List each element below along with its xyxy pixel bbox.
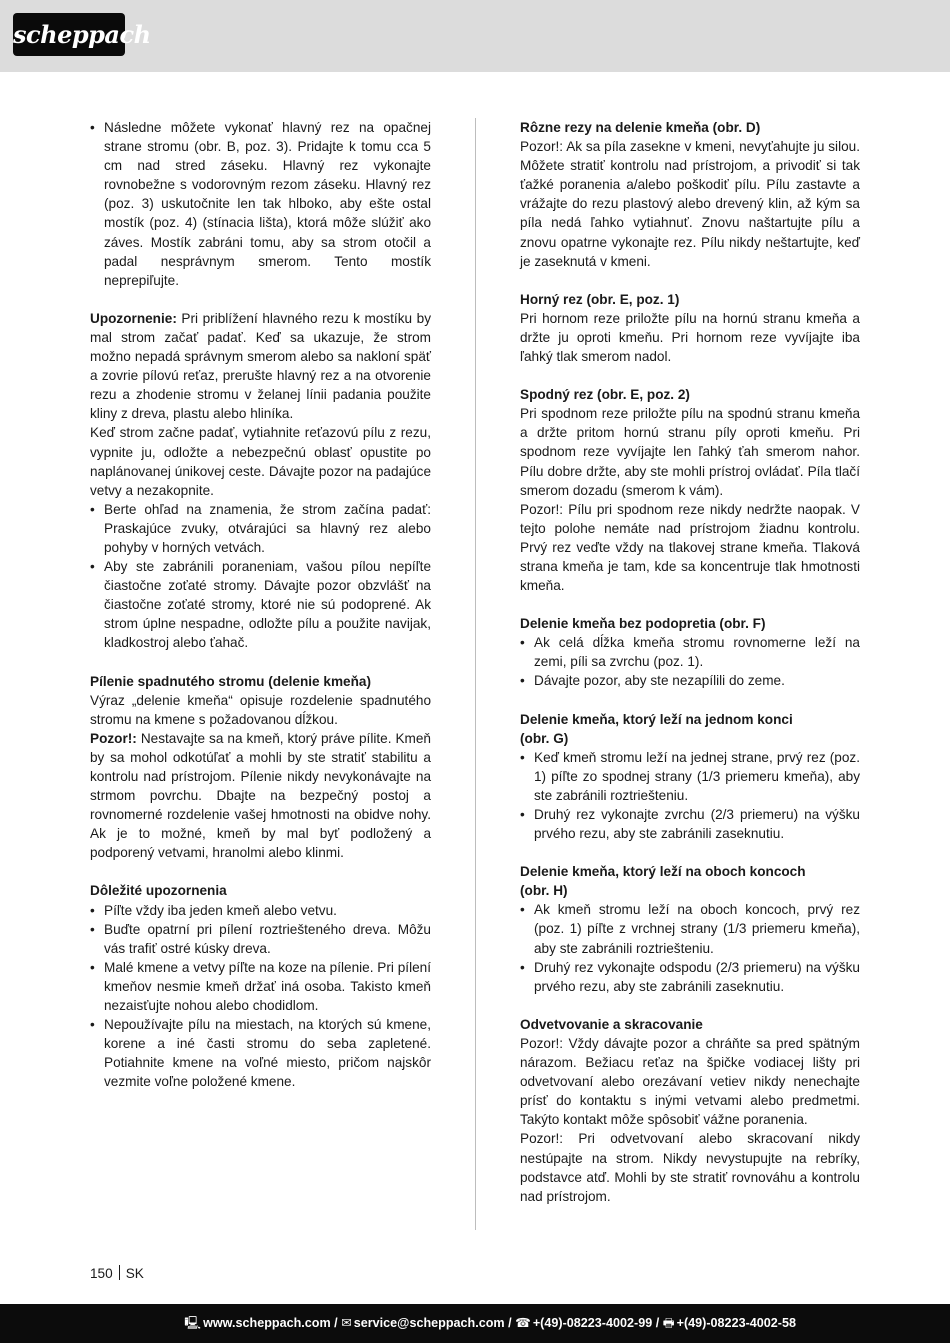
footer-email-link[interactable]: service@scheppach.com bbox=[353, 1316, 505, 1330]
page-number-value: 150 bbox=[90, 1266, 113, 1281]
list-item: • Dávajte pozor, aby ste nezapílili do zeme. bbox=[520, 671, 860, 690]
list-item: • Následne môžete vykonať hlavný rez na opačnej strane stromu (obr. B, poz. 3). Pridajte k tomu cca 5 cm nad stred záseku. Hlavný rez vykonajte rovnobežne s vodorovným rezom záseku. Hlavný rez (poz. 3) uskutočnite len tak hlboko, aby ešte ostal mostík (poz. 4) (stínacia lišta), ktorá môže slúžiť ako záves. Mostík zabráni tomu, aby sa strom otočil a padal nesprávnym smerom. Tento mostík neprepiľujte. bbox=[90, 118, 431, 290]
warning-text: Pri priblížení hlavného rezu k mostíku by mal strom začať padať. Keď sa ukazuje, že strom možno nepadá správnym smerom alebo sa nakloní späť a zovrie pílovú reťaz, prerušte hlavný rez a na otvorenie rezu a zhodenie stromu v želanej línii padania použite kliny z dreva, plastu alebo hliníka. bbox=[90, 310, 431, 422]
section-heading: Delenie kmeňa bez podopretia (obr. F) bbox=[520, 616, 766, 632]
warning-paragraph bbox=[90, 309, 431, 424]
caution-paragraph bbox=[90, 729, 431, 863]
bullet-list bbox=[520, 633, 860, 690]
footer-separator: / bbox=[504, 1316, 516, 1330]
bullet-list bbox=[520, 900, 860, 995]
computer-icon: 🖳 bbox=[184, 1316, 202, 1330]
paragraph: Pozor!: Pri odvetvovaní alebo skracovaní nikdy nestúpajte na strom. Nikdy nevystupujte na rebríky, podstavce atď. Mohli by ste stratiť rovnováhu a kontrolu nad prístrojom. bbox=[520, 1131, 860, 1204]
fax-icon: 🖶 bbox=[662, 1316, 675, 1330]
paragraph: Výraz „delenie kmeňa“ opisuje rozdelenie spadnutého stromu na kmene s požadovanou dĺžkou. bbox=[90, 692, 431, 727]
paragraph: Pri hornom reze priložte pílu na hornú stranu kmeňa a držte ju oproti kmeňu. Pri hornom reze vyvíjajte iba ľahký tlak smerom nadol. bbox=[520, 310, 860, 365]
list-item: • Berte ohľad na znamenia, že strom začína padať: Praskajúce zvuky, otvárajúci sa hlavný rez alebo pohyby v horných vetvách. bbox=[90, 500, 431, 557]
phone-icon: ☎ bbox=[515, 1316, 531, 1330]
bullet-list bbox=[90, 500, 431, 653]
header-band bbox=[0, 0, 950, 72]
scheppach-logo: scheppach bbox=[13, 13, 125, 56]
warning-label: Upozornenie: bbox=[90, 310, 177, 326]
section-heading: Spodný rez (obr. E, poz. 2) bbox=[520, 387, 690, 403]
list-item: • Píľte vždy iba jeden kmeň alebo vetvu. bbox=[90, 901, 431, 920]
page-number bbox=[90, 1264, 144, 1283]
section-heading: Delenie kmeňa, ktorý leží na oboch koncoch bbox=[520, 864, 806, 880]
bullet-list bbox=[520, 748, 860, 843]
paragraph: Pozor!: Pílu pri spodnom reze nikdy nedržte naopak. V tejto polohe nemáte nad prístrojom žiadnu kontrolu. Prvý rez veďte vždy na tlakovej strane kmeňa. Tlaková strana kmeňa je tam, kde sa koncentruje tlak hmotnosti kmeňa. bbox=[520, 501, 860, 594]
paragraph: Pozor!: Ak sa píla zasekne v kmeni, nevyťahujte ju silou. Môžete stratiť kontrolu nad prístrojom, a privodiť si tak ťažké poranenia a/alebo poškodiť pílu. Pílu zastavte a vrážajte do rezu plastový alebo drevený klin, až kým sa píla nedá ľahko vytiahnuť. Znovu naštartujte pílu a znovu opatrne vykonajte rez. Pílu nikdy neštartujte, keď je zaseknutá v kmeni. bbox=[520, 139, 860, 269]
list-item: • Aby ste zabránili poraneniam, vašou pílou nepíľte čiastočne zoťaté stromy. Dávajte pozor obzvlášť na čiastočne zoťaté stromy, ktoré nie sú podoprené. Ak strom úplne nespadne, odložte pílu a použite navijak, kladkostroj alebo ťahač. bbox=[90, 557, 431, 652]
footer-fax: +(49)-08223-4002-58 bbox=[676, 1316, 796, 1330]
list-item: • Buďte opatrní pri pílení roztriešteného dreva. Môžu vás trafiť ostré kúsky dreva. bbox=[90, 920, 431, 958]
language-code: SK bbox=[125, 1266, 144, 1281]
bullet-list bbox=[90, 901, 431, 1092]
list-item: • Ak celá dĺžka kmeňa stromu rovnomerne leží na zemi, píli sa zvrchu (poz. 1). bbox=[520, 633, 860, 671]
section-heading: (obr. H) bbox=[520, 883, 568, 899]
caution-label: Pozor!: bbox=[90, 730, 137, 746]
section-heading: Pílenie spadnutého stromu (delenie kmeňa) bbox=[90, 673, 371, 689]
caution-text: Nestavajte sa na kmeň, ktorý práve pílite. Kmeň by sa mohol odkotúľať a mohli by ste stratiť stabilitu a kontrolu nad prístrojom. Pílenie nikdy nevykonávajte na strmom povrchu. Dbajte na bezpečný postoj a rovnomerné rozdelenie vašej hmotnosti na obidve nohy. Ak je to možné, kmeň by mal byť podložený a podporený vetvami, hranolmi alebo klinmi. bbox=[90, 730, 431, 861]
footer-separator: / bbox=[652, 1316, 663, 1330]
list-item: • Druhý rez vykonajte zvrchu (2/3 priemeru) na výšku prvého rezu, aby ste zabránili zaseknutiu. bbox=[520, 805, 860, 843]
footer-bar bbox=[0, 1304, 950, 1343]
bullet-list bbox=[90, 118, 431, 290]
section-heading: Horný rez (obr. E, poz. 1) bbox=[520, 291, 680, 307]
section-heading: Dôležité upozornenia bbox=[90, 883, 227, 899]
paragraph: Pozor!: Vždy dávajte pozor a chráňte sa pred spätným nárazom. Bežiacu reťaz na špičke vodiacej lišty pri odvetvovaní alebo orezávaní vetiev nikdy nenechajte prísť do kontaktu s inými vetvami alebo predmetmi. Takýto kontakt môže spôsobiť vážne poranenia. bbox=[520, 1035, 860, 1128]
envelope-icon: ✉ bbox=[341, 1316, 352, 1330]
footer-phone[interactable]: +(49)-08223-4002-99 bbox=[532, 1316, 653, 1330]
section-heading: Odvetvovanie a skracovanie bbox=[520, 1016, 703, 1032]
list-item: • Ak kmeň stromu leží na oboch koncoch, prvý rez (poz. 1) píľte z vrchnej strany (1/3 priemeru kmeňa), aby ste zabránili roztriešteniu. bbox=[520, 900, 860, 957]
page-number-separator bbox=[119, 1265, 120, 1280]
left-column bbox=[90, 118, 431, 1092]
section-heading: Delenie kmeňa, ktorý leží na jednom konci bbox=[520, 711, 793, 727]
paragraph: Pri spodnom reze priložte pílu na spodnú stranu kmeňa a držte pritom hornú stranu píly oproti kmeňu. Pri spodnom reze vyvíjajte len ľahký ťah smerom nahor. Pílu dobre držte, aby ste mohli prístroj ovládať. Píla tlačí smerom dozadu (smerom k vám). bbox=[520, 406, 860, 498]
list-item: • Druhý rez vykonajte odspodu (2/3 priemeru) na výšku prvého rezu, aby ste zabránili zaseknutiu. bbox=[520, 958, 860, 996]
column-divider bbox=[475, 118, 476, 1230]
paragraph: Keď strom začne padať, vytiahnite reťazovú pílu z rezu, vypnite ju, odložte a nebezpečnú oblasť opustite po naplánovanej únikovej ceste. Dávajte pozor na padajúce vetvy a nezakopnite. bbox=[90, 425, 431, 498]
section-heading: (obr. G) bbox=[520, 730, 569, 746]
list-item: • Keď kmeň stromu leží na jednej strane, prvý rez (poz. 1) píľte zo spodnej strany (1/3 priemeru kmeňa), aby ste zabránili roztriešteniu. bbox=[520, 748, 860, 805]
list-item: • Nepoužívajte pílu na miestach, na ktorých sú kmene, korene a iné časti stromu do seba zapletené. Potiahnite kmene na voľné miesto, pričom najskôr vezmite voľne položené kmene. bbox=[90, 1015, 431, 1091]
list-item: • Malé kmene a vetvy píľte na koze na pílenie. Pri pílení kmeňov nesmie kmeň držať iná osoba. Takisto kmeň nezaisťujte nohou alebo chodidlom. bbox=[90, 958, 431, 1015]
footer-website-link[interactable]: www.scheppach.com bbox=[203, 1316, 331, 1330]
right-column bbox=[520, 118, 860, 1206]
footer-separator: / bbox=[330, 1316, 342, 1330]
section-heading: Rôzne rezy na delenie kmeňa (obr. D) bbox=[520, 120, 761, 135]
